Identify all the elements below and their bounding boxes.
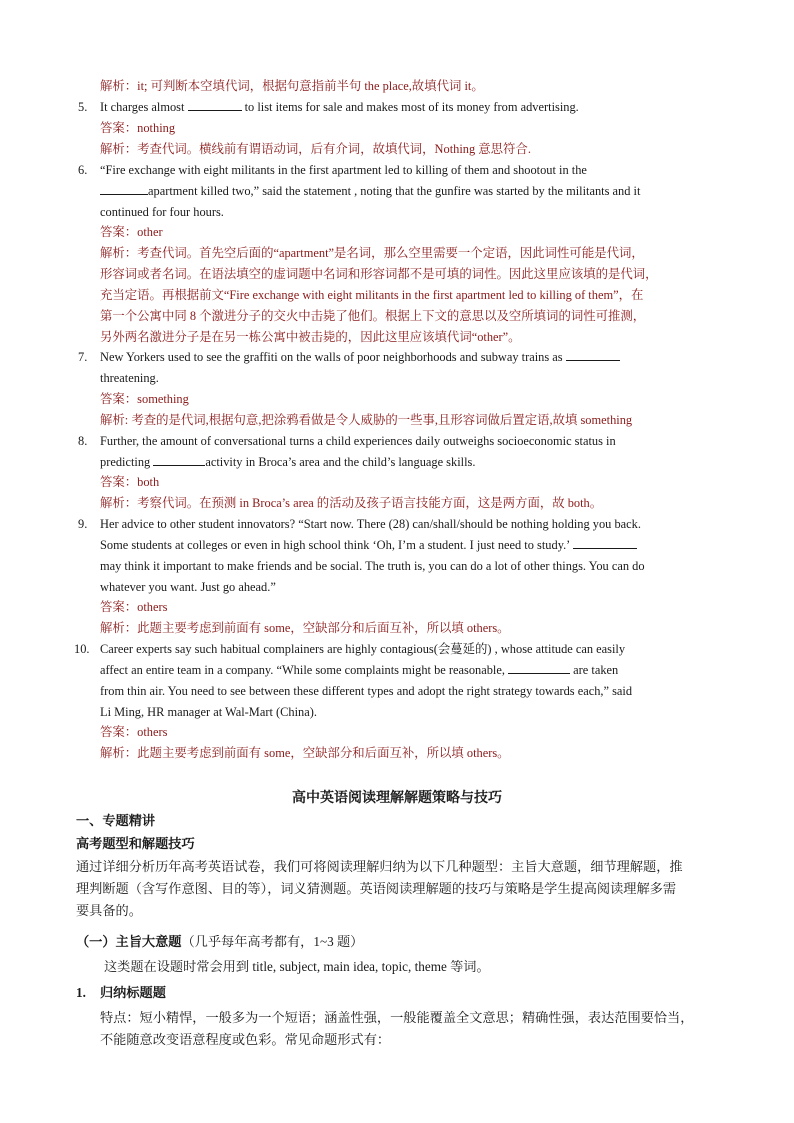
q6-explanation-2: 形容词或者名词。在语法填空的虚词题中名词和形容词都不是可填的词性。因此这里应该填的是代词， xyxy=(100,267,658,281)
main-idea-text: 这类题在设题时常会用到 title, subject, main idea, topic, theme 等词。 xyxy=(104,959,490,974)
title-question-text-1: 特点：短小精悍，一般多为一个短语；涵盖性强，一般能覆盖全文意思；精确性强，表达范围要恰当， xyxy=(100,1010,694,1025)
title-question-text-2: 不能随意改变语意程度或色彩。常见命题形式有： xyxy=(100,1032,391,1047)
q6-answer: 答案：other xyxy=(100,225,163,239)
intro-line-2: 理判断题（含写作意图、目的等），词义猜测题。英语阅读理解题的技巧与策略是学生提高阅读理解多需 xyxy=(76,881,677,896)
q8-blank xyxy=(153,454,205,466)
q6-explanation-1: 解析：考查代词。首先空后面的“apartment”是名词，那么空里需要一个定语，因此词性可能是代词， xyxy=(100,246,644,260)
q8-number: 8. xyxy=(78,434,88,448)
q5-text: It charges almost to list items for sale and makes most of its money from advertising. xyxy=(100,100,579,114)
q8-answer: 答案：both xyxy=(100,475,160,489)
q6-explanation-5: 另外两名激进分子是在另一栋公寓中被击毙的，因此这里应该填代词“other”。 xyxy=(100,330,521,344)
q9-line-3: may think it important to make friends and be social. The truth is, you can do a lot of other things. You can do xyxy=(100,559,645,573)
q9-line-1: Her advice to other student innovators? “Start now. There (28) can/shall/should be nothing holding you back. xyxy=(100,517,641,531)
q9-number: 9. xyxy=(78,517,88,531)
q6-explanation-3: 充当定语。再根据前文“Fire exchange with eight militants in the first apartment led to killing of them”，在 xyxy=(100,288,644,302)
q7-explanation: 解析: 考查的是代词,根据句意,把涂鸦看做是令人威胁的一些事,且形容词做后置定语,故填 something xyxy=(100,413,633,427)
main-idea-heading: （一）主旨大意题（几乎每年高考都有，1~3 题） xyxy=(76,934,364,949)
q10-answer: 答案：others xyxy=(100,725,168,739)
section-heading: 一、专题精讲 xyxy=(76,813,156,828)
q10-line-4: Li Ming, HR manager at Wal-Mart (China). xyxy=(100,705,317,719)
q5-number: 5. xyxy=(78,100,88,114)
q6-line-2: apartment killed two,” said the statement , noting that the gunfire was started by the militants and it xyxy=(100,181,640,202)
q10-line-2: affect an entire team in a company. “While some complaints might be reasonable, are taken xyxy=(100,663,619,677)
title-question-heading: 归纳标题题 xyxy=(100,985,166,1000)
q9-blank xyxy=(573,537,637,549)
q7-blank xyxy=(566,349,620,361)
q8-explanation: 解析：考察代词。在预测 in Broca’s area 的活动及孩子语言技能方面，这是两方面，故 both。 xyxy=(100,496,603,510)
q7-line-1: New Yorkers used to see the graffiti on the walls of poor neighborhoods and subway trains as xyxy=(100,347,620,368)
q9-answer: 答案：others xyxy=(100,600,168,614)
q10-number: 10. xyxy=(74,642,90,656)
q10-blank xyxy=(508,662,570,674)
q10-explanation: 解析：此题主要考虑到前面有 some，空缺部分和后面互补，所以填 others。 xyxy=(100,746,510,760)
q5-answer: 答案：nothing xyxy=(100,121,176,135)
q6-number: 6. xyxy=(78,163,88,177)
q9-line-2: Some students at colleges or even in high school think ‘Oh, I’m a student. I just need to study.’ xyxy=(100,535,637,556)
q6-explanation-4: 第一个公寓中同 8 个激进分子的交火中击毙了他们。根据上下文的意思以及空所填词的词性可推测， xyxy=(100,309,646,323)
q7-line-2: threatening. xyxy=(100,371,159,385)
q5-blank xyxy=(188,99,242,111)
q10-line-1: Career experts say such habitual complainers are highly contagious(会蔓延的) , whose attitude can easily xyxy=(100,642,626,656)
q8-line-1: Further, the amount of conversational turns a child experiences daily outweighs socioeconomic status in xyxy=(100,434,616,448)
intro-line-1: 通过详细分析历年高考英语试卷，我们可将阅读理解归纳为以下几种题型：主旨大意题，细节理解题，推 xyxy=(76,859,683,874)
q5-explanation: 解析：考查代词。横线前有谓语动词，后有介词，故填代词，Nothing 意思符合. xyxy=(100,142,531,156)
q7-answer: 答案：something xyxy=(100,392,189,406)
q10-line-3: from thin air. You need to see between these different types and adopt the right strategy towards each,” said xyxy=(100,684,633,698)
q9-explanation: 解析：此题主要考虑到前面有 some，空缺部分和后面互补，所以填 others。 xyxy=(100,621,510,635)
q9-line-4: whatever you want. Just go ahead.” xyxy=(100,580,276,594)
q6-line-1: “Fire exchange with eight militants in the first apartment led to killing of them and shootout in the xyxy=(100,163,587,177)
title-question-number: 1. xyxy=(76,985,86,1000)
q4-explanation: 解析：it; 可判断本空填代词，根据句意指前半句 the place,故填代词 it。 xyxy=(100,79,484,93)
q7-number: 7. xyxy=(78,350,88,364)
intro-line-3: 要具备的。 xyxy=(76,903,142,918)
q6-blank xyxy=(100,183,148,195)
q8-line-2: predicting activity in Broca’s area and the child’s language skills. xyxy=(100,455,476,469)
subsection-heading: 高考题型和解题技巧 xyxy=(76,836,195,851)
section-title: 高中英语阅读理解解题策略与技巧 xyxy=(292,791,502,806)
q6-line-3: continued for four hours. xyxy=(100,205,224,219)
